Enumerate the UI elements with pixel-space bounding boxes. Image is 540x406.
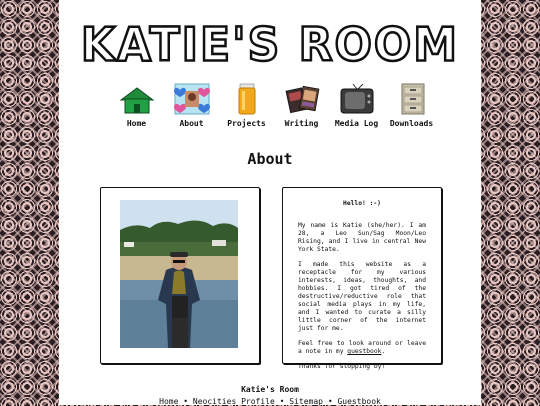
about-guestbook-tail: . bbox=[381, 348, 386, 355]
nav-item-downloads[interactable] bbox=[384, 82, 439, 132]
main-nav bbox=[109, 82, 439, 132]
heart-photo-icon bbox=[172, 82, 212, 116]
about-guestbook-lead: Feel free to look around or leave a note in my bbox=[298, 340, 426, 355]
about-panel bbox=[282, 187, 442, 370]
page-title: About bbox=[247, 150, 293, 168]
house-icon bbox=[117, 82, 157, 116]
footer-separator: • bbox=[183, 397, 189, 406]
profile-photo bbox=[120, 200, 238, 348]
site-logo-text: KATIE'S ROOM bbox=[80, 18, 460, 72]
notebooks-icon bbox=[282, 82, 322, 116]
footer-link-sitemap[interactable]: Sitemap bbox=[289, 397, 323, 406]
nav-item-projects[interactable] bbox=[219, 82, 274, 132]
footer-link-home[interactable]: Home bbox=[159, 397, 179, 406]
nav-label-media-log: Media Log bbox=[334, 119, 379, 128]
nav-item-media-log[interactable] bbox=[329, 82, 384, 132]
filing-cabinet-icon bbox=[392, 82, 432, 116]
site-logo[interactable] bbox=[59, 14, 481, 76]
nav-label-projects: Projects bbox=[227, 119, 266, 128]
nav-label-downloads: Downloads bbox=[389, 119, 434, 128]
about-paragraph-thanks: Thanks for stopping by! bbox=[298, 363, 386, 370]
page-container bbox=[59, 0, 481, 405]
nav-item-about[interactable] bbox=[164, 82, 219, 132]
photo-panel bbox=[100, 187, 260, 364]
guestbook-link[interactable]: guestbook bbox=[347, 348, 382, 355]
nav-item-home[interactable] bbox=[109, 82, 164, 132]
nav-item-writing[interactable] bbox=[274, 82, 329, 132]
about-paragraph-purpose: I made this website as a receptacle for my various interests, ideas, thoughts, and hobbies. I got tired of the destructive/reductive role that social media plays in my life, and I wanted to curate a silly little corner of the internet just for me. bbox=[298, 261, 426, 332]
jar-icon bbox=[227, 82, 267, 116]
footer-link-neocities-profile[interactable]: Neocities Profile bbox=[192, 397, 275, 406]
nav-label-about: About bbox=[179, 119, 204, 128]
footer-title: Katie's Room bbox=[241, 385, 299, 394]
nav-label-home: Home bbox=[126, 119, 147, 128]
about-paragraph-guestbook bbox=[298, 340, 426, 356]
nav-label-writing: Writing bbox=[284, 119, 319, 128]
tv-icon bbox=[337, 82, 377, 116]
about-text bbox=[298, 200, 426, 378]
footer-separator: • bbox=[279, 397, 285, 406]
footer-link-guestbook[interactable]: Guestbook bbox=[337, 397, 381, 406]
about-paragraph-intro: My name is Katie (she/her). I am 28, a Leo Sun/Sag Moon/Leo Rising, and I live in central New York State. bbox=[298, 222, 426, 253]
about-greeting: Hello! :-) bbox=[343, 200, 381, 207]
footer-separator: • bbox=[327, 397, 333, 406]
